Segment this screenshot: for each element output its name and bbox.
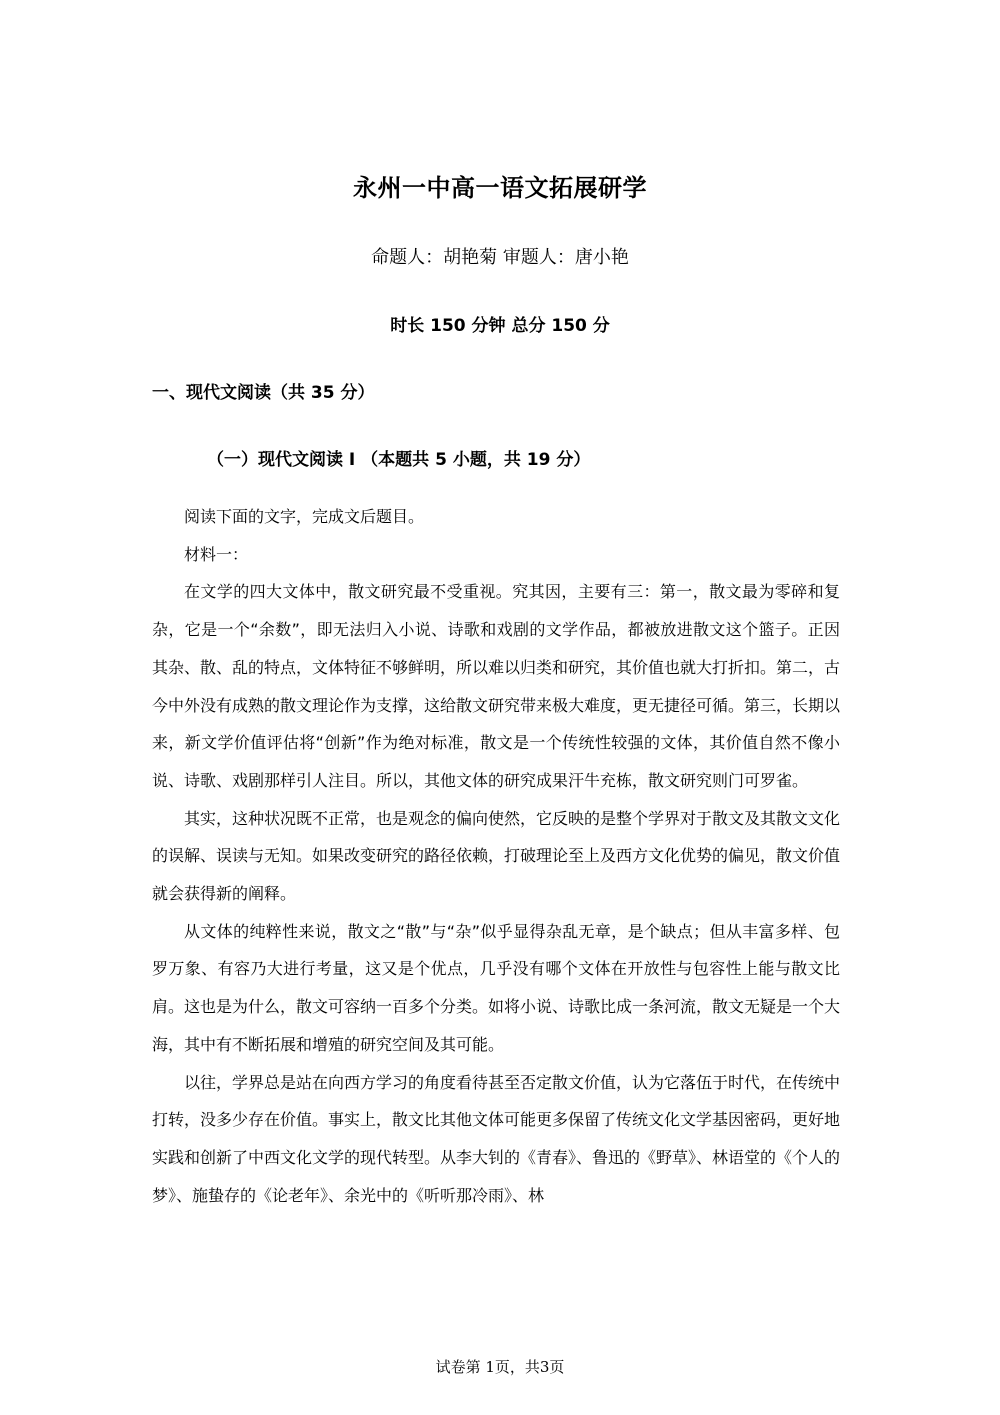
passage-paragraph: 从文体的纯粹性来说，散文之“散”与“杂”似乎显得杂乱无章，是个缺点；但从丰富多样、包罗万象、有容乃大进行考量，这又是个优点，几乎没有哪个文体在开放性与包容性上能与散文比肩。这也是为什么，散文可容纳一百多个分类。如将小说、诗歌比成一条河流，散文无疑是一个大海，其中有不断拓展和增殖的研究空间及其可能。 (152, 921, 841, 1054)
subsection-heading: （一）现代文阅读 I （本题共 5 小题，共 19 分） (207, 450, 591, 470)
author-line: 命题人：胡艳菊 审题人：唐小艳 (371, 247, 629, 268)
passage-paragraph: 以往，学界总是站在向西方学习的角度看待甚至否定散文价值，认为它落伍于时代，在传统中打转，没多少存在价值。事实上，散文比其他文体可能更多保留了传统文化文学基因密码，更好地实践和创新了中西文化文学的现代转型。从李大钊的《青春》、鲁迅的《野草》、林语堂的《个人的梦》、施蛰存的《论老年》、余光中的《听听那冷雨》、林 (152, 1072, 841, 1205)
reading-passage (152, 498, 840, 1214)
document-title: 永州一中高一语文拓展研学 (353, 174, 647, 202)
material-label: 材料一： (184, 544, 249, 564)
section-heading: 一、现代文阅读（共 35 分） (152, 383, 375, 403)
duration-score-line: 时长 150 分钟 总分 150 分 (390, 316, 610, 336)
passage-paragraph: 其实，这种状况既不正常，也是观念的偏向使然，它反映的是整个学界对于散文及其散文文化的误解、误读与无知。如果改变研究的路径依赖，打破理论至上及西方文化优势的偏见，散文价值就会获得新的阐释。 (152, 808, 841, 904)
passage-paragraph: 在文学的四大文体中，散文研究最不受重视。究其因，主要有三：第一，散文最为零碎和复杂，它是一个“余数”，即无法归入小说、诗歌和戏剧的文学作品，都被放进散文这个篮子。正因其杂、散、乱的特点，文体特征不够鲜明，所以难以归类和研究，其价值也就大打折扣。第二，古今中外没有成熟的散文理论作为支撑，这给散文研究带来极大难度，更无捷径可循。第三，长期以来，新文学价值评估将“创新”作为绝对标准，散文是一个传统性较强的文体，其价值自然不像小说、诗歌、戏剧那样引人注目。所以，其他文体的研究成果汗牛充栋，散文研究则门可罗雀。 (152, 582, 841, 790)
instruction-paragraph: 阅读下面的文字，完成文后题目。 (184, 507, 425, 526)
page-footer: 试卷第 1页，共3页 (435, 1358, 565, 1376)
